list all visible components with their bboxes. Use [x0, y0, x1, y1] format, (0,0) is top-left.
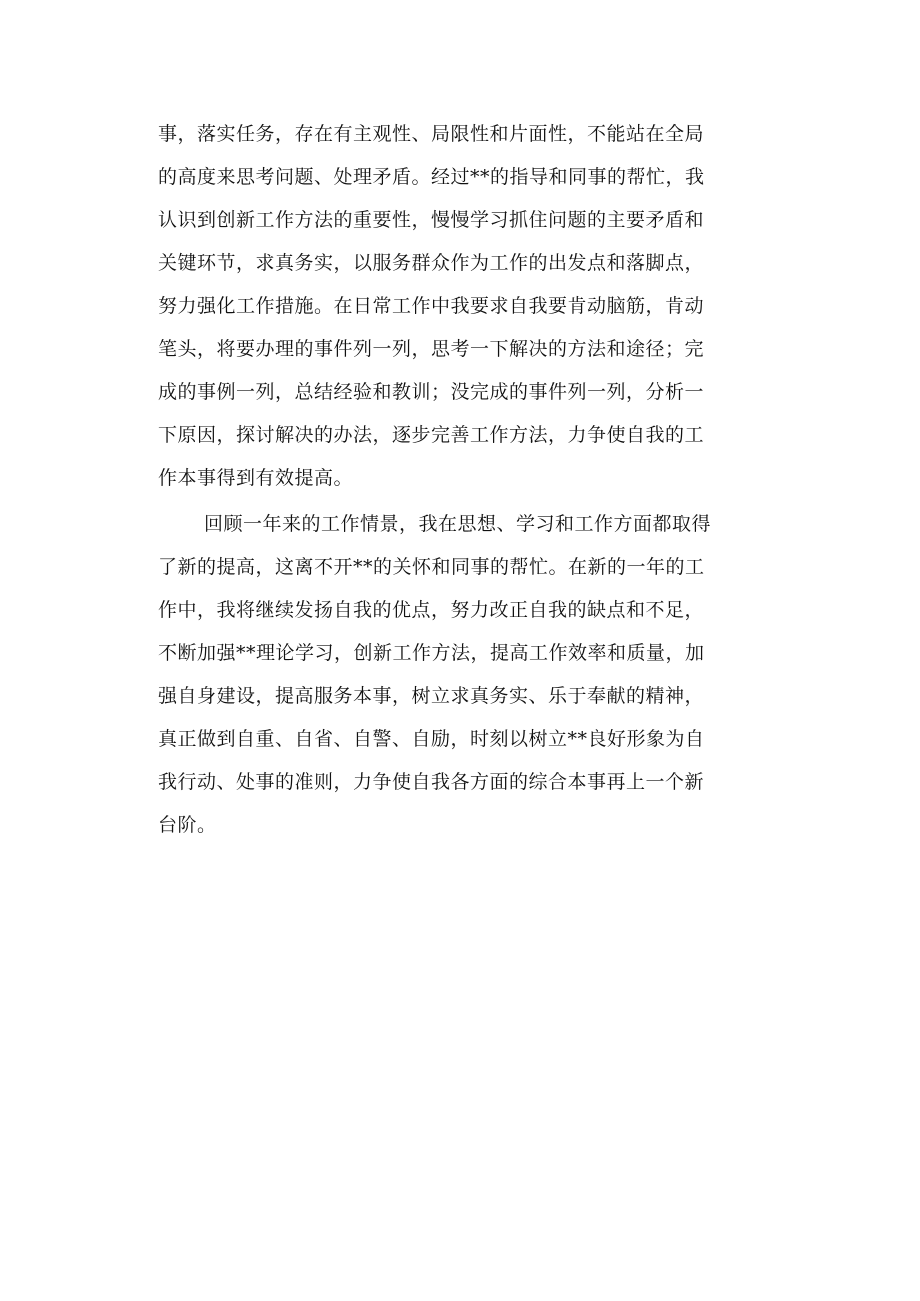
paragraph-line: 努力强化工作措施。在日常工作中我要求自我要肯动脑筋，肯动 — [158, 295, 705, 317]
paragraph-line: 的高度来思考问题、处理矛盾。经过**的指导和同事的帮忙，我 — [158, 166, 705, 188]
paragraph-line: 真正做到自重、自省、自警、自励，时刻以树立**良好形象为自 — [158, 728, 705, 750]
paragraph-line: 笔头，将要办理的事件列一列，思考一下解决的方法和途径；完 — [158, 338, 705, 360]
paragraph-line: 不断加强**理论学习，创新工作方法，提高工作效率和质量，加 — [158, 642, 705, 664]
paragraph-line: 回顾一年来的工作情景，我在思想、学习和工作方面都取得 — [204, 513, 712, 535]
paragraph-line: 下原因，探讨解决的办法，逐步完善工作方法，力争使自我的工 — [158, 424, 705, 446]
paragraph-line: 作本事得到有效提高。 — [158, 467, 354, 489]
paragraph-line: 强自身建设，提高服务本事，树立求真务实、乐于奉献的精神， — [158, 685, 705, 707]
paragraph-line: 了新的提高，这离不开**的关怀和同事的帮忙。在新的一年的工 — [158, 556, 705, 578]
paragraph-line: 认识到创新工作方法的重要性，慢慢学习抓住问题的主要矛盾和 — [158, 209, 705, 231]
paragraph-line: 台阶。 — [158, 814, 217, 836]
paragraph-line: 事，落实任务，存在有主观性、局限性和片面性，不能站在全局 — [158, 123, 705, 145]
paragraph-line: 关键环节，求真务实，以服务群众作为工作的出发点和落脚点， — [158, 252, 705, 274]
paragraph-line: 作中，我将继续发扬自我的优点，努力改正自我的缺点和不足， — [158, 599, 705, 621]
paragraph-line: 我行动、处事的准则，力争使自我各方面的综合本事再上一个新 — [158, 771, 705, 793]
paragraph-line: 成的事例一列，总结经验和教训；没完成的事件列一列，分析一 — [158, 381, 705, 403]
